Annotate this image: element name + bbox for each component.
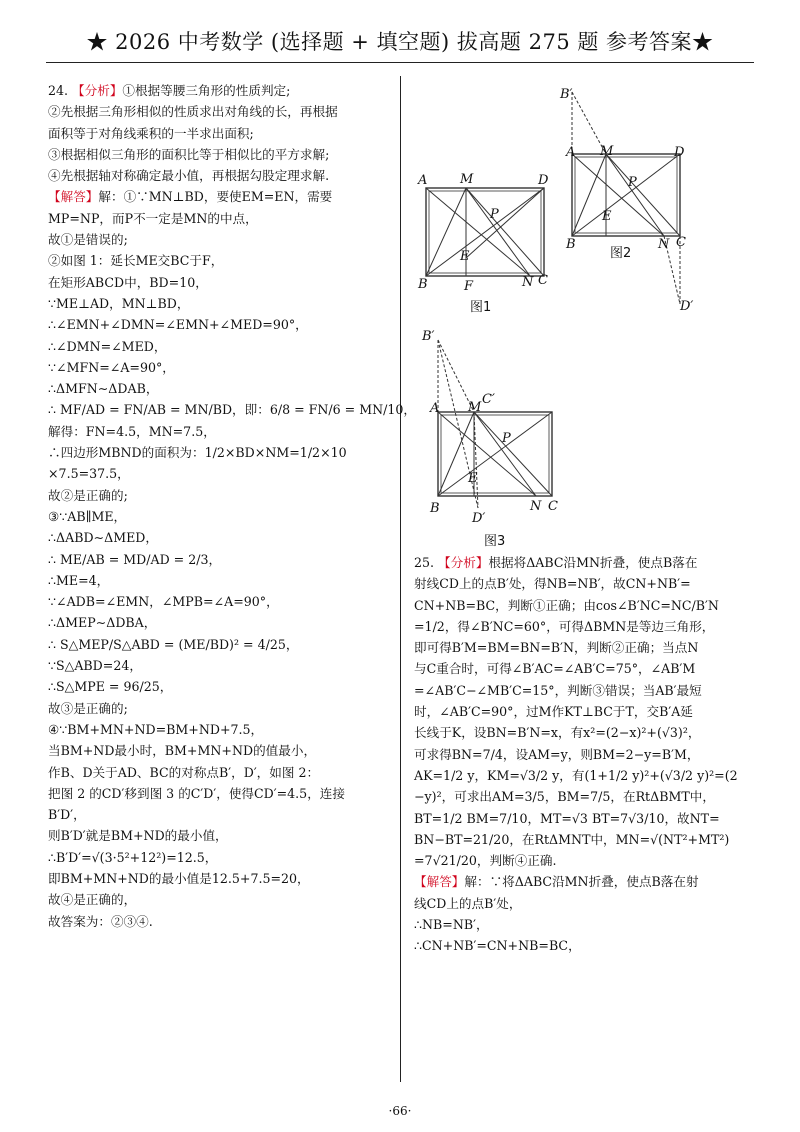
fig2-label-M: M [600, 144, 614, 159]
text-run: ③根据相似三角形的面积比等于相似比的平方求解; [48, 146, 330, 162]
text-run: ∴ΔABD∼ΔMED， [48, 530, 158, 546]
fig3-label-B: B [430, 501, 440, 516]
right-column-line [414, 914, 756, 935]
left-column-line [48, 868, 390, 889]
text-run: 故②是正确的; [48, 487, 128, 503]
text-run: ∴ΔMEP∼ΔDBA， [48, 615, 157, 631]
text-run: 即可得B′M=BM=BN=B′N，判断②正确；当点N [414, 640, 699, 656]
fig1-label-P: P [490, 207, 499, 222]
page-number: ·66· [388, 1104, 412, 1118]
text-run: 故①是错误的; [48, 232, 128, 248]
text-run: 根据将ΔABC沿MN折叠，使点B落在 [488, 555, 698, 570]
text-run: ∴∠EMN+∠DMN=∠EMN+∠MED=90°， [48, 317, 308, 333]
right-column-line [414, 595, 756, 616]
section-tag: 【分析】 [438, 555, 489, 570]
text-run: 作B、D关于AD、BC的对称点B′，D′，如图 2： [48, 764, 320, 780]
left-column-line [48, 847, 390, 868]
left-column-line [48, 527, 390, 548]
left-column-line [48, 655, 390, 676]
text-run: ②先根据三角形相似的性质求出对角线的长，再根据 [48, 104, 338, 120]
text-run: ∴ΔMFN∼ΔDAB， [48, 381, 159, 397]
right-column-line [414, 829, 756, 850]
left-column-line [48, 783, 390, 804]
right-column-line [414, 637, 756, 658]
fig2-label-Dprime: D′ [680, 299, 694, 314]
text-run: =1/2，得∠B′NC=60°，可得ΔBMN是等边三角形， [414, 618, 715, 634]
fig1-label-N: N [522, 275, 534, 290]
text-run: ∴ME=4， [48, 572, 110, 588]
text-run: 时，∠AB′C=90°，过M作KT⊥BC于T，交B′A延 [414, 704, 693, 720]
fig1-label-C: C [538, 273, 548, 288]
text-run: =∠AB′C−∠MB′C=15°，判断③错误；当AB′最短 [414, 682, 702, 698]
text-run: 24. [48, 83, 73, 98]
left-column-line [48, 229, 390, 250]
text-run: ∴B′D′=√(3·5²+12²)=12.5， [48, 849, 218, 865]
text-run: 即BM+MN+ND的最小值是12.5+7.5=20， [48, 870, 310, 886]
left-column-line [48, 208, 390, 229]
text-run: ∴ MF/AD = FN/AB = MN/BD，即：6/8 = FN/6 = MN/10， [48, 402, 417, 418]
text-run: 解得：FN=4.5，MN=7.5， [48, 423, 216, 439]
left-column-line [48, 889, 390, 910]
right-column-line [414, 701, 756, 722]
left-column-line [48, 719, 390, 740]
right-column-line [414, 722, 756, 743]
text-run: ∴ S△MEP/S△ABD = (ME/BD)² = 4/25， [48, 636, 299, 652]
text-run: ④先根据轴对称确定最小值，再根据勾股定理求解. [48, 168, 330, 184]
column-divider [400, 76, 401, 1082]
fig3-label-A: A [430, 401, 440, 416]
left-column-line [48, 357, 390, 378]
left-column-line [48, 165, 390, 186]
text-run: CN+NB=BC，判断①正确；由cos∠B′NC=NC/B′N [414, 597, 719, 613]
left-column-line [48, 144, 390, 165]
text-run: 射线CD上的点B′处，得NB=NB′，故CN+NB′= [414, 576, 691, 592]
text-run: 25. [414, 555, 439, 570]
text-run: ∴CN+NB′=CN+NB=BC， [414, 938, 581, 954]
text-run: ②如图 1：延长ME交BC于F， [48, 253, 224, 269]
left-column-line [48, 740, 390, 761]
fig1-label-E: E [460, 249, 470, 264]
left-column-line [48, 591, 390, 612]
text-run: ∴S△MPE = 96/25， [48, 679, 173, 695]
fig1-label-B: B [418, 277, 428, 292]
text-run: AK=1/2 y，KM=√3/2 y，有(1+1/2 y)²+(√3/2 y)²=(2 [414, 767, 738, 783]
fig1-label-A: A [418, 173, 428, 188]
left-column-line [48, 186, 390, 207]
left-column-line [48, 421, 390, 442]
fig3-label-N: N [530, 499, 542, 514]
text-run: 故③是正确的; [48, 700, 128, 716]
left-column-line [48, 485, 390, 506]
text-run: 可求得BN=7/4，设AM=y，则BM=2−y=B′M， [414, 746, 700, 762]
right-column-line [414, 765, 756, 786]
text-run: 当BM+ND最小时，BM+MN+ND的值最小， [48, 743, 317, 759]
right-column-line [414, 808, 756, 829]
left-column-line [48, 123, 390, 144]
left-column-line [48, 272, 390, 293]
right-column-line [414, 573, 756, 594]
text-run: ×7.5=37.5， [48, 466, 130, 482]
text-run: MP=NP，而P不一定是MN的中点， [48, 210, 258, 226]
text-run: BT=1/2 BM=7/10，MT=√3 BT=7√3/10，故NT= [414, 810, 720, 826]
left-column-line [48, 378, 390, 399]
section-tag: 【分析】 [72, 83, 123, 98]
left-column-line [48, 762, 390, 783]
right-column-line [414, 744, 756, 765]
fig1-label-M: M [460, 172, 474, 187]
left-column-line [48, 698, 390, 719]
section-tag: 【解答】 [48, 189, 99, 205]
figure-3-diagram [416, 322, 576, 532]
left-column-line [48, 676, 390, 697]
right-column-line [414, 850, 756, 871]
left-column-line [48, 101, 390, 122]
fig2-label-Bprime: B′ [560, 87, 573, 102]
right-column-line [414, 893, 756, 914]
right-column-line [414, 658, 756, 679]
text-run: −y)²，可求出AM=3/5，BM=7/5，在RtΔBMT中， [414, 789, 715, 805]
text-run: 解：∵将ΔABC沿MN折叠，使点B落在射 [464, 874, 699, 890]
left-column-line [48, 570, 390, 591]
right-column-line [414, 786, 756, 807]
text-run: 把图 2 的CD′移到图 3 的C′D′，使得CD′=4.5，连接 [48, 785, 345, 801]
text-run: ③∵AB∥ME， [48, 508, 127, 524]
left-column-line [48, 506, 390, 527]
text-run: ∵ME⊥AD，MN⊥BD， [48, 295, 190, 311]
text-run: =7√21/20，判断④正确. [414, 853, 557, 869]
right-column-solution-25 [414, 552, 756, 957]
fig3-label-M: M [468, 400, 482, 415]
fig3-label-C: C [548, 499, 558, 514]
text-run: ∵∠MFN=∠A=90°， [48, 359, 175, 375]
fig3-label-P: P [502, 431, 511, 446]
text-run: 面积等于对角线乘积的一半求出面积; [48, 125, 254, 141]
text-run: 故④是正确的， [48, 892, 137, 908]
left-column-line [48, 399, 417, 420]
section-tag: 【解答】 [414, 874, 465, 890]
fig3-label-Cprime: C′ [482, 392, 495, 407]
right-column-line [414, 552, 756, 573]
text-run: 故答案为：②③④. [48, 913, 153, 929]
text-run: ∵S△ABD=24， [48, 658, 142, 674]
left-column-line [48, 911, 390, 932]
text-run: ①根据等腰三角形的性质判定; [122, 83, 291, 98]
fig2-label-D: D [674, 145, 685, 160]
text-run: ∴四边形MBND的面积为：1/2×BD×NM=1/2×10 [48, 445, 347, 461]
text-run: 在矩形ABCD中，BD=10， [48, 274, 208, 290]
left-column-line [48, 804, 390, 825]
left-column-line [48, 250, 390, 271]
text-run: ∴ ME/AB = MD/AD = 2/3， [48, 551, 222, 567]
header-divider [46, 62, 754, 63]
text-run: 长线于K，设BN=B′N=x，有x²=(2−x)²+(√3)²， [414, 725, 701, 741]
fig1-label-F: F [464, 279, 474, 294]
right-column-line [414, 680, 756, 701]
text-run: 则B′D′就是BM+ND的最小值， [48, 828, 228, 844]
left-column-line [48, 442, 390, 463]
right-column-line [414, 935, 756, 956]
fig3-label-Dprime: D′ [472, 511, 486, 526]
text-run: ∴∠DMN=∠MED， [48, 338, 167, 354]
figure-3-caption: 图3 [484, 534, 506, 549]
fig3-label-E: E [468, 471, 478, 486]
text-run: 与C重合时，可得∠B′AC=∠AB′C=75°，∠AB′M [414, 661, 696, 677]
left-column-line [48, 80, 390, 101]
left-column-line [48, 293, 390, 314]
fig2-label-A: A [566, 145, 576, 160]
figure-1-diagram [410, 168, 570, 298]
left-column-line [48, 612, 390, 633]
text-run: ∴NB=NB′， [414, 917, 489, 933]
left-column-line [48, 336, 390, 357]
text-run: BN−BT=21/20，在RtΔMNT中，MN=√(NT²+MT²) [414, 831, 730, 847]
fig2-label-B: B [566, 237, 576, 252]
left-column-line [48, 463, 390, 484]
fig3-label-Bprime: B′ [422, 329, 435, 344]
fig2-label-P: P [628, 175, 637, 190]
text-run: ∵∠ADB=∠EMN，∠MPB=∠A=90°， [48, 594, 279, 610]
figure-2-diagram [556, 82, 716, 322]
page-header: ★ 2026 中考数学 (选择题 + 填空题) 拔高题 275 题 参考答案★ [86, 30, 714, 54]
text-run: 线CD上的点B′处， [414, 895, 522, 911]
left-column-line [48, 634, 390, 655]
fig1-label-D: D [538, 173, 549, 188]
right-column-line [414, 616, 756, 637]
figure-1-caption: 图1 [470, 300, 492, 315]
figure-2-caption: 图2 [610, 246, 632, 261]
right-column-line [414, 871, 756, 892]
left-column-line [48, 549, 390, 570]
fig2-label-E: E [602, 209, 612, 224]
text-run: B′D′， [48, 807, 86, 823]
text-run: ④∵BM+MN+ND=BM+ND+7.5， [48, 721, 264, 737]
text-run: 解：①∵MN⊥BD，要使EM=EN，需要 [98, 189, 333, 205]
fig2-label-C: C [676, 235, 686, 250]
left-column-solution-24 [48, 80, 417, 932]
left-column-line [48, 314, 390, 335]
left-column-line [48, 825, 390, 846]
fig2-label-N: N [658, 237, 670, 252]
